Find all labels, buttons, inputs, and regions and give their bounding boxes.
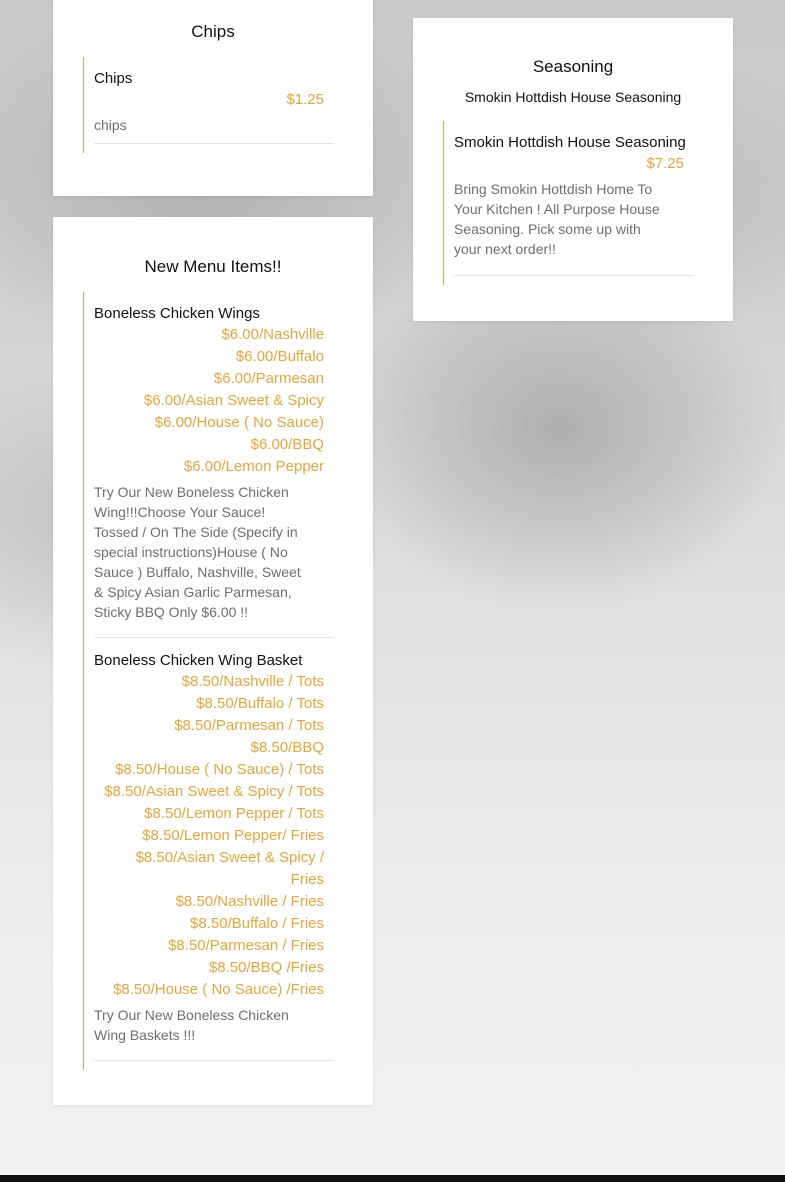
menu-item-name[interactable]: Boneless Chicken Wings bbox=[94, 305, 260, 322]
menu-item-price[interactable]: $6.00/Nashville bbox=[221, 326, 324, 343]
menu-item-description: Try Our New Boneless Chicken Wing!!!Choose Your Sauce! Tossed / On The Side (Specify in special instructions)House ( No Sauce ) Buffalo, Nashville, Sweet & Spicy Asian Garlic Parmesan, Sticky BBQ Only $6.00 !! bbox=[94, 484, 301, 620]
category-title: Seasoning bbox=[532, 57, 614, 76]
menu-item-price[interactable]: $8.50/Lemon Pepper / Tots bbox=[144, 805, 324, 822]
menu-item-price[interactable]: $8.50/Lemon Pepper/ Fries bbox=[142, 827, 324, 844]
menu-item-list bbox=[83, 57, 334, 153]
menu-item-list bbox=[83, 292, 334, 1070]
price-list bbox=[94, 324, 334, 478]
menu-item-price[interactable]: $8.50/Parmesan / Fries bbox=[168, 937, 324, 954]
menu-item-description: chips bbox=[94, 117, 127, 133]
menu-item-description: Bring Smokin Hottdish Home To Your Kitchen ! All Purpose House Seasoning. Pick some up with your next order!! bbox=[454, 181, 660, 257]
menu-item-price[interactable]: $8.50/Asian Sweet & Spicy / Tots bbox=[104, 783, 324, 800]
new-menu-items-card bbox=[53, 217, 373, 1105]
menu-item-price[interactable]: $6.00/Parmesan bbox=[213, 370, 324, 387]
menu-item-price[interactable]: $8.50/Asian Sweet & Spicy / Fries bbox=[135, 849, 324, 888]
menu-item-price[interactable]: $8.50/House ( No Sauce) / Tots bbox=[114, 761, 324, 778]
menu-item-list bbox=[443, 121, 694, 285]
category-subtitle: Smokin Hottdish House Seasoning bbox=[464, 89, 682, 105]
menu-item-price[interactable]: $8.50/House ( No Sauce) /Fries bbox=[113, 981, 324, 998]
menu-item-price[interactable]: $8.50/Parmesan / Tots bbox=[174, 717, 324, 734]
menu-item-price[interactable]: $8.50/BBQ /Fries bbox=[208, 959, 324, 976]
price-list bbox=[454, 153, 694, 175]
menu-item-price[interactable]: $8.50/Buffalo / Tots bbox=[196, 695, 324, 712]
price-list bbox=[94, 671, 334, 1001]
menu-item-name[interactable]: Chips bbox=[94, 70, 133, 87]
menu-item[interactable] bbox=[454, 121, 694, 276]
menu-item[interactable] bbox=[94, 57, 334, 144]
menu-item-price[interactable]: $6.00/House ( No Sauce) bbox=[154, 414, 324, 431]
menu-item-price[interactable]: $8.50/Buffalo / Fries bbox=[190, 915, 324, 932]
footer-bar bbox=[0, 1175, 785, 1182]
menu-item[interactable] bbox=[94, 292, 334, 638]
menu-item[interactable] bbox=[94, 638, 334, 1061]
menu-item-price[interactable]: $6.00/Asian Sweet & Spicy bbox=[143, 392, 324, 409]
category-title: New Menu Items!! bbox=[144, 257, 282, 276]
category-title: Chips bbox=[191, 22, 235, 41]
menu-item-price[interactable]: $6.00/Buffalo bbox=[235, 348, 324, 365]
menu-item-price[interactable]: $8.50/Nashville / Tots bbox=[181, 673, 324, 690]
price-list bbox=[94, 89, 334, 111]
chips-card bbox=[53, 0, 373, 196]
menu-item-price[interactable]: $6.00/Lemon Pepper bbox=[183, 458, 324, 475]
menu-item-description: Try Our New Boneless Chicken Wing Baskets !!! bbox=[94, 1007, 289, 1043]
menu-item-price[interactable]: $1.25 bbox=[286, 91, 324, 108]
menu-item-price[interactable]: $8.50/Nashville / Fries bbox=[175, 893, 324, 910]
menu-item-name[interactable]: Boneless Chicken Wing Basket bbox=[94, 652, 303, 669]
menu-item-name[interactable]: Smokin Hottdish House Seasoning bbox=[454, 134, 686, 151]
menu-item-price[interactable]: $8.50/BBQ bbox=[250, 739, 324, 756]
menu-item-price[interactable]: $6.00/BBQ bbox=[250, 436, 324, 453]
menu-item-price[interactable]: $7.25 bbox=[646, 155, 684, 172]
seasoning-card bbox=[413, 18, 733, 321]
